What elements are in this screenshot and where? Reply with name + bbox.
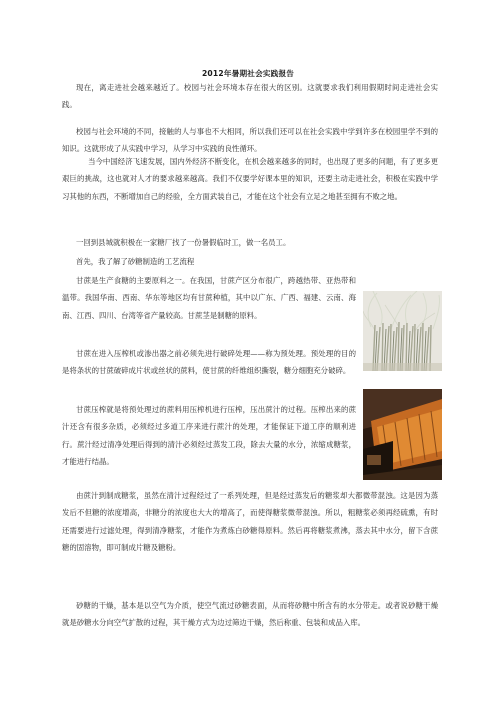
- paragraph-4: 一回到县城就积极在一家糖厂找了一份暑假临时工，做一名员工。: [76, 238, 291, 247]
- paragraph-6: 甘蔗是生产食糖的主要原料之一。在我国，甘蔗产区分布很广，跨越热带、亚热带和温带。我国华南、西南、华东等地区均有甘蔗种植，其中以广东、广西、福建、云南、海南、江西、四川、台湾等省产量较高。甘蔗茎是制糖的原料。: [62, 276, 356, 320]
- sugar-factory-photo: [363, 389, 442, 480]
- paragraph-5: 首先，我了解了砂糖制造的工艺流程: [76, 257, 195, 266]
- paragraph-8: 甘蔗压榨就是将预处理过的蔗料用压榨机进行压榨，压出蔗汁的过程。压榨出来的蔗汁还含有很多杂质，必须经过多道工序来进行蔗汁的处理，才能保证下道工序的顺利进行。蔗汁经过清净处理后得到的清汁必须经过蒸发工段，除去大量的水分，浓缩成糖浆，才能进行结晶。: [62, 405, 356, 467]
- paragraph-2: 校园与社会环境的不同，接触的人与事也不大相同，所以我们还可以在社会实践中学到许多在校园里学不到的知识。这就形成了从实践中学习，从学习中实践的良性循环。: [62, 127, 438, 154]
- sugarcane-photo: [363, 291, 442, 371]
- paragraph-1: 现在，离走进社会越来越近了。校园与社会环境本存在很大的区别。这就要求我们利用假期时间走进社会实践。: [62, 83, 438, 110]
- paragraph-9: 由蔗汁到制成糖浆，虽然在清汁过程经过了一系列处理，但是经过蒸发后的糖浆却大都微带混浊。这是因为蒸发后不但糖的浓度增高，非糖分的浓度也大大的增高了，而使得糖浆微带混浊。所以，粗糖浆必须再经硫熏，有时还需要进行过滤处理，得到清净糖浆，才能作为煮炼白砂糖得原料。然后再将糖浆煮沸，蒸去其中水分，留下含蔗糖的固溶物，即可制成片糖及糖粉。: [62, 491, 438, 553]
- paragraph-3: 当今中国经济飞速发展，国内外经济不断变化，在机会越来越多的同时，也出现了更多的问题，有了更多更艰巨的挑战，这也就对人才的要求越来越高。我们不仅要学好课本里的知识，还要主动走进社会，积极在实践中学习其他的东西，不断增加自己的经验，全方面武装自己，才能在这个社会有立足之地甚至拥有不败之地。: [62, 157, 438, 201]
- report-title: 2012年暑期社会实践报告: [201, 69, 295, 78]
- paragraph-10: 砂糖的干燥，基本是以空气为介质，使空气流过砂糖表面，从而将砂糖中所含有的水分带走。或者说砂糖干燥就是砂糖水分向空气扩散的过程，其干燥方式为边过筛边干燥，然后称重、包装和成品入库。: [62, 601, 438, 628]
- paragraph-7: 甘蔗在进入压榨机或渗出器之前必须先进行破碎处理——称为预处理。预处理的目的是将条状的甘蔗破碎成片状或丝状的蔗料，使甘蔗的纤维组织撕裂，糖分细胞充分破碎。: [62, 349, 356, 376]
